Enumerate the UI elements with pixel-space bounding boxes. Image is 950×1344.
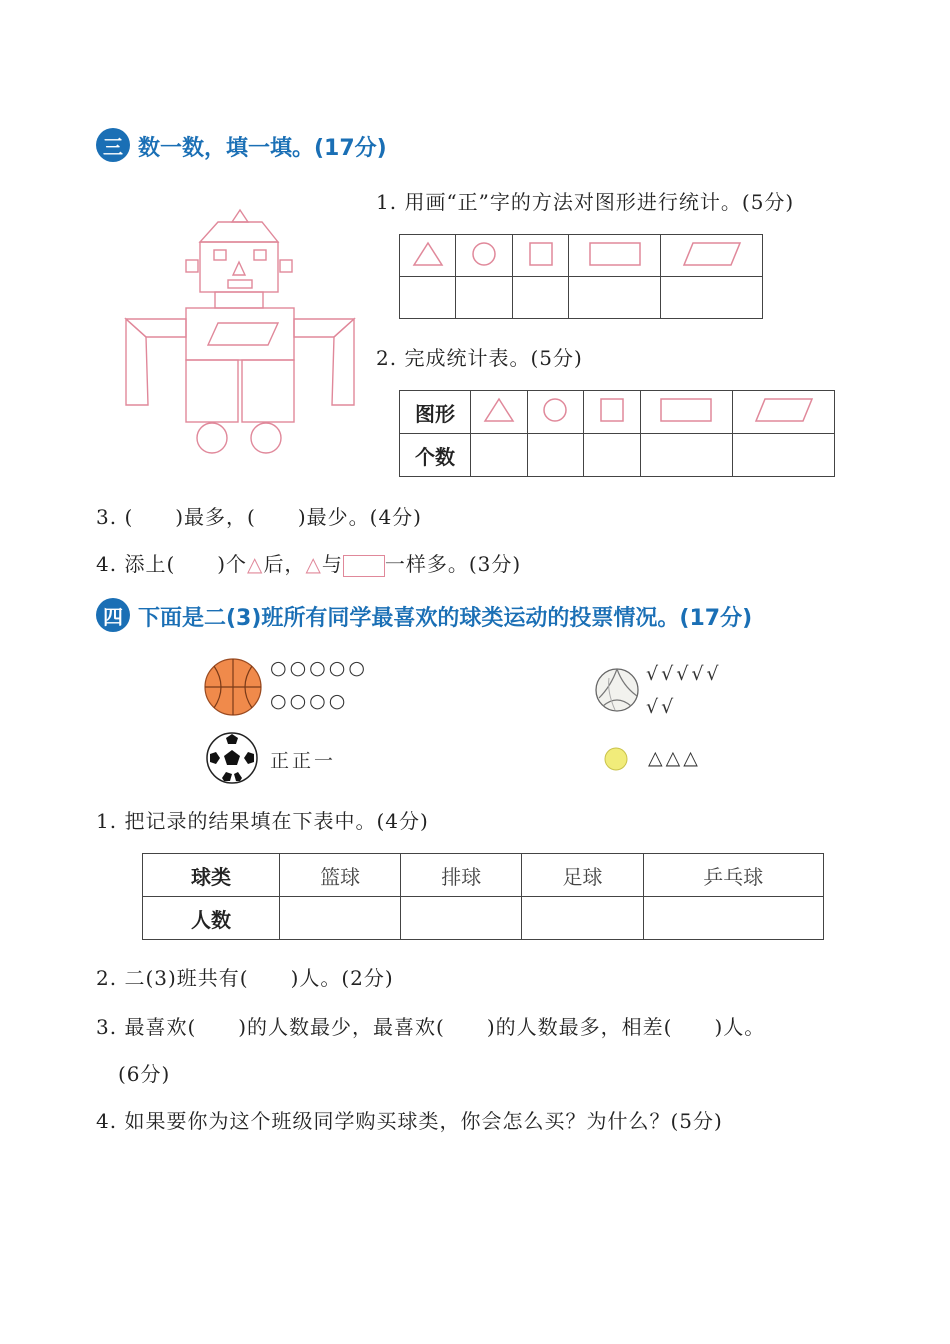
tally-cell-rectangle <box>569 235 661 277</box>
rectangle-icon <box>343 555 385 577</box>
ball-table-input-cell[interactable] <box>522 897 643 940</box>
robot-wheel-left <box>197 423 227 453</box>
s3-q4-suffix: 一样多。(3分) <box>384 552 522 576</box>
ball-table-input-cell[interactable] <box>643 897 823 940</box>
robot-eye-left <box>214 250 226 260</box>
volleyball-votes-1: √√√√√ <box>646 663 722 685</box>
stat-label-shape: 图形 <box>400 391 471 434</box>
pingpong-votes: △△△ <box>648 747 701 769</box>
s4-q3-score: (6分) <box>118 1062 171 1086</box>
section-badge-3: 三 <box>96 128 130 162</box>
s4-q1: 1. 把记录的结果填在下表中。(4分) <box>96 809 429 833</box>
stat-input-cell[interactable] <box>527 434 584 477</box>
ball-table-input-cell[interactable] <box>401 897 522 940</box>
stat-label-count: 个数 <box>400 434 471 477</box>
football-icon <box>204 730 260 786</box>
basketball-votes-1: ○○○○○ <box>270 657 368 679</box>
section-title-4: 下面是二(3)班所有同学最喜欢的球类运动的投票情况。(17分) <box>138 606 753 631</box>
pingpong-icon <box>603 746 629 772</box>
s3-q1: 1. 用画“正”字的方法对图形进行统计。(5分) <box>376 190 795 214</box>
stat-cell-circle <box>527 391 584 434</box>
s4-q4: 4. 如果要你为这个班级同学购买球类，你会怎么买？为什么？(5分) <box>96 1109 723 1133</box>
s3-q4-prefix: 4. 添上( )个 <box>96 552 248 576</box>
stat-cell-square <box>584 391 641 434</box>
ball-table-col-pingpong: 乒乓球 <box>643 854 823 897</box>
ball-table-col-football: 足球 <box>522 854 643 897</box>
tally-input-cell[interactable] <box>569 277 661 319</box>
ball-table-row-label: 人数 <box>143 897 280 940</box>
tally-cell-triangle <box>400 235 456 277</box>
basketball-votes-2: ○○○○ <box>270 690 349 712</box>
robot-eye-right <box>254 250 266 260</box>
stat-cell-parallelogram <box>733 391 835 434</box>
s4-q3: 3. 最喜欢( )的人数最少，最喜欢( )的人数最多，相差( )人。 <box>96 1015 766 1039</box>
robot-ear-right <box>280 260 292 272</box>
section-badge-4: 四 <box>96 598 130 632</box>
tally-input-cell[interactable] <box>512 277 568 319</box>
robot-body-rect <box>186 308 294 360</box>
ball-table-input-cell[interactable] <box>280 897 401 940</box>
stat-input-cell[interactable] <box>733 434 835 477</box>
s3-q4-mid2: 与 <box>321 552 343 576</box>
tally-table <box>399 234 763 319</box>
volleyball-icon <box>593 666 641 714</box>
shape-stat-table <box>399 390 835 477</box>
s3-q3: 3. ( )最多，( )最少。(4分) <box>96 505 422 529</box>
ball-vote-table <box>142 853 824 940</box>
robot-leg-left <box>186 360 238 422</box>
triangle-icon: △ <box>305 552 322 576</box>
s3-q4-mid1: 后， <box>263 552 306 576</box>
robot-antenna-triangle <box>232 210 248 222</box>
tally-input-cell[interactable] <box>456 277 512 319</box>
s4-q2: 2. 二(3)班共有( )人。(2分) <box>96 966 394 990</box>
robot-nose-triangle <box>233 262 245 275</box>
ball-table-header-label: 球类 <box>143 854 280 897</box>
stat-input-cell[interactable] <box>640 434 732 477</box>
robot-body-parallelogram <box>208 323 278 345</box>
s3-q4 <box>96 548 521 577</box>
robot-hat-trapezoid <box>200 222 278 242</box>
robot-wheel-right <box>251 423 281 453</box>
basketball-icon <box>202 656 264 718</box>
robot-arm-left-lower <box>126 319 148 405</box>
tally-input-cell[interactable] <box>400 277 456 319</box>
robot-neck-rect <box>215 292 263 308</box>
robot-ear-left <box>186 260 198 272</box>
tally-input-cell[interactable] <box>661 277 763 319</box>
robot-mouth-rect <box>228 280 252 288</box>
stat-cell-triangle <box>471 391 528 434</box>
robot-figure <box>118 205 363 460</box>
tally-cell-square <box>512 235 568 277</box>
football-votes: 正正一 <box>270 750 337 772</box>
stat-cell-rectangle <box>640 391 732 434</box>
s3-q2: 2. 完成统计表。(5分) <box>376 346 583 370</box>
robot-leg-right <box>242 360 294 422</box>
ball-table-col-volleyball: 排球 <box>401 854 522 897</box>
ball-table-col-basketball: 篮球 <box>280 854 401 897</box>
tally-cell-circle <box>456 235 512 277</box>
volleyball-votes-2: √√ <box>646 696 677 718</box>
section-title-3: 数一数，填一填。(17分) <box>138 136 387 161</box>
tally-cell-parallelogram <box>661 235 763 277</box>
robot-arm-right-lower <box>332 319 354 405</box>
stat-input-cell[interactable] <box>584 434 641 477</box>
stat-input-cell[interactable] <box>471 434 528 477</box>
triangle-icon: △ <box>247 552 264 576</box>
